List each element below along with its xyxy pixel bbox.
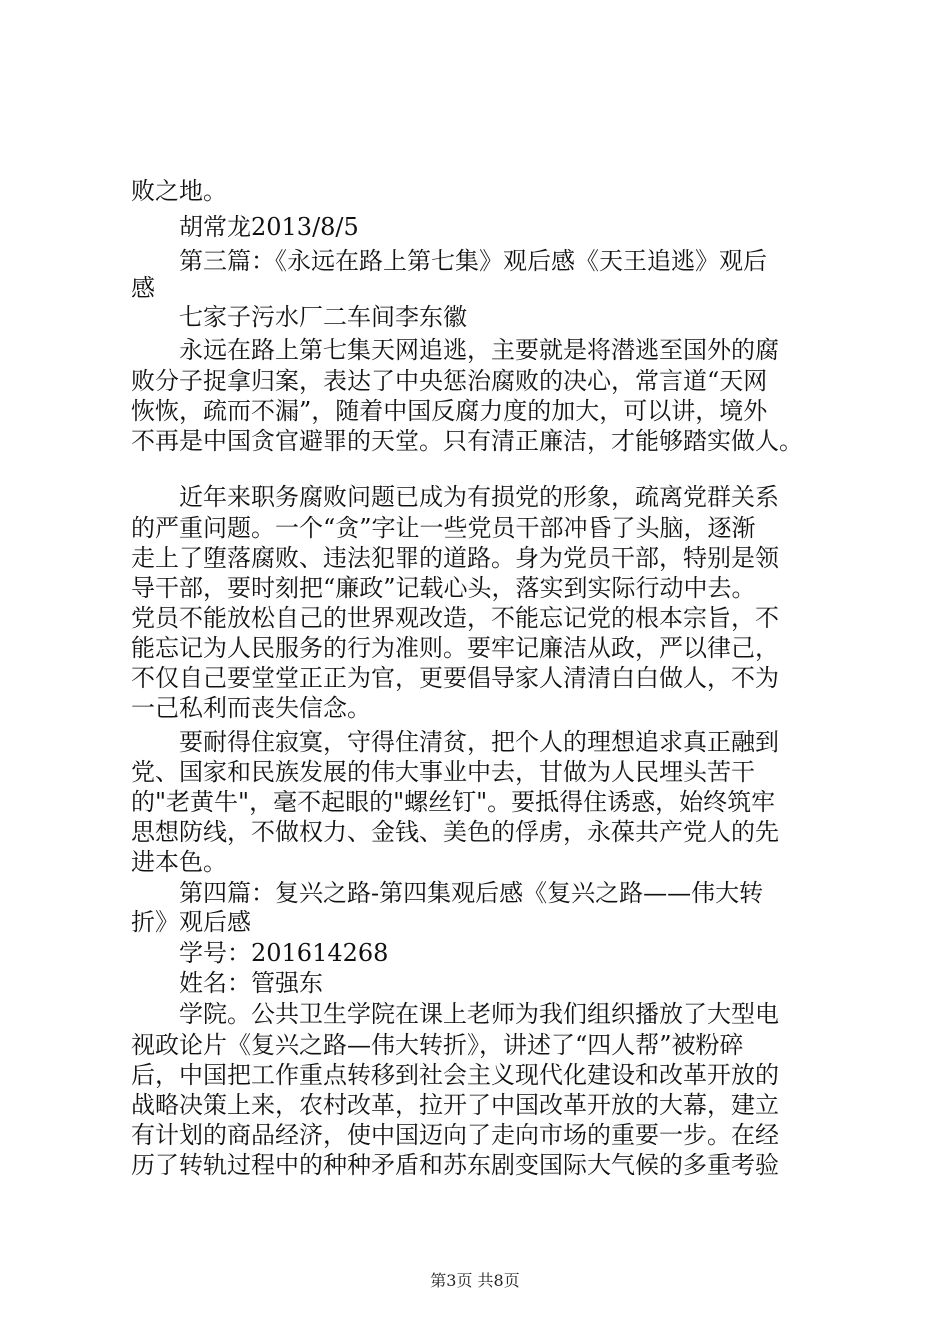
text-line: 能忘记为人民服务的行为准则。要牢记廉洁从政，严以律己， [131, 634, 779, 662]
text-line: 党、国家和民族发展的伟大事业中去，甘做为人民埋头苦干 [131, 758, 755, 786]
text-line: 学院。公共卫生学院在课上老师为我们组织播放了大型电 [179, 1000, 779, 1028]
section-heading: 第四篇：复兴之路-第四集观后感《复兴之路——伟大转 [179, 879, 764, 907]
page-number-footer: 第3页 共8页 [430, 1271, 520, 1290]
text-line: 战略决策上来，农村改革，拉开了中国改革开放的大幕，建立 [131, 1091, 779, 1119]
text-line: 近年来职务腐败问题已成为有损党的形象，疏离党群关系 [179, 483, 779, 511]
text-line: 进本色。 [131, 848, 227, 876]
text-line: 思想防线，不做权力、金钱、美色的俘虏，永葆共产党人的先 [131, 818, 779, 846]
text-line: 恢恢，疏而不漏”，随着中国反腐力度的加大，可以讲，境外 [131, 397, 768, 425]
section-heading: 第三篇：《永远在路上第七集》观后感《天王追逃》观后 [179, 247, 767, 275]
section-heading-continued: 感 [131, 274, 155, 302]
text-line: 败分子捉拿归案，表达了中央惩治腐败的决心，常言道“天网 [131, 367, 768, 395]
text-line: 永远在路上第七集天网追逃，主要就是将潜逃至国外的腐 [179, 336, 779, 364]
text-line: 走上了堕落腐败、违法犯罪的道路。身为党员干部，特别是领 [131, 544, 779, 572]
text-line: 的"老黄牛"，毫不起眼的"螺丝钉"。要抵得住诱惑，始终筑牢 [131, 788, 776, 816]
text-line: 不再是中国贪官避罪的天堂。只有清正廉洁，才能够踏实做人。 [131, 427, 803, 455]
text-line: 败之地。 [131, 177, 227, 205]
text-line: 党员不能放松自己的世界观改造，不能忘记党的根本宗旨，不 [131, 604, 779, 632]
text-line: 不仅自己要堂堂正正为官，更要倡导家人清清白白做人，不为 [131, 664, 779, 692]
section-heading-continued: 折》观后感 [131, 908, 251, 936]
student-id-line: 学号：201614268 [179, 939, 389, 967]
text-line: 一己私利而丧失信念。 [131, 694, 371, 722]
student-name-line: 姓名：管强东 [179, 969, 323, 997]
text-line: 视政论片《复兴之路—伟大转折》，讲述了“四人帮”被粉碎 [131, 1031, 744, 1059]
text-line: 有计划的商品经济，使中国迈向了走向市场的重要一步。在经 [131, 1121, 779, 1149]
text-line: 要耐得住寂寞，守得住清贫，把个人的理想追求真正融到 [179, 728, 779, 756]
author-line: 七家子污水厂二车间李东徽 [179, 303, 467, 331]
author-date-line: 胡常龙2013/8/5 [179, 213, 359, 241]
text-line: 的严重问题。一个“贪”字让一些党员干部冲昏了头脑，逐渐 [131, 514, 756, 542]
text-line: 后，中国把工作重点转移到社会主义现代化建设和改革开放的 [131, 1061, 779, 1089]
text-line: 历了转轨过程中的种种矛盾和苏东剧变国际大气候的多重考验 [131, 1151, 779, 1179]
text-line: 导干部，要时刻把“廉政”记载心头，落实到实际行动中去。 [131, 574, 756, 602]
